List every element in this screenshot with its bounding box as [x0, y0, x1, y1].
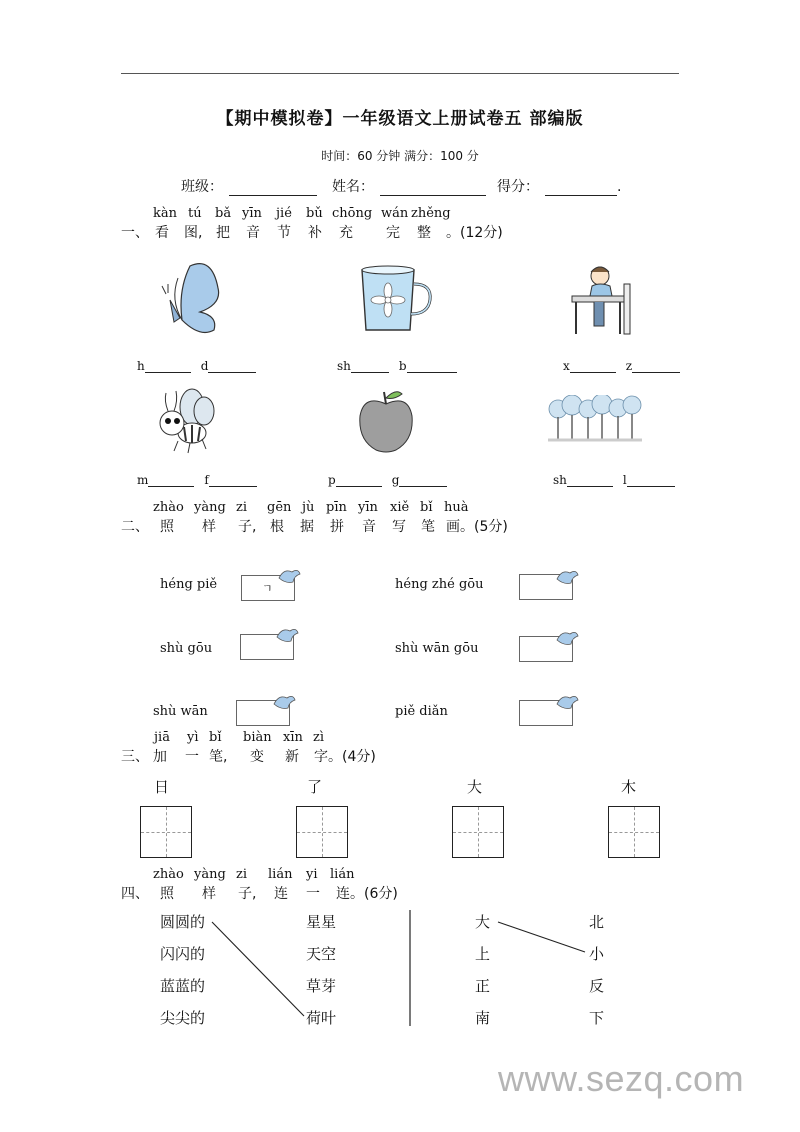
pinyin: zì [313, 730, 325, 745]
heading-char: 新 [285, 749, 299, 765]
initial-hint: d [200, 359, 209, 373]
given-character: 大 [467, 778, 483, 796]
initial-hint: b [398, 359, 407, 373]
stroke-example: ㄱ [262, 582, 273, 595]
writing-grid[interactable] [140, 806, 192, 858]
score-note: 。(5分) [460, 519, 508, 535]
answer-blank[interactable] [407, 360, 457, 373]
name-label: 姓名： [332, 179, 374, 195]
pinyin: jù [302, 500, 315, 515]
pinyin: bǐ [420, 500, 433, 515]
match-left-item[interactable]: 圆圆的 [160, 913, 206, 931]
initial-hint: g [391, 473, 400, 487]
pinyin: chōng [332, 206, 373, 221]
pinyin: pīn [326, 500, 347, 515]
exam-time-score: 时间：60 分钟 满分：100 分 [321, 149, 479, 163]
writing-grid[interactable] [296, 806, 348, 858]
stroke-name: shù gōu [160, 641, 213, 656]
heading-char: 照 [160, 886, 174, 902]
score-note: 。(4分) [328, 749, 376, 765]
initial-hint: z [625, 359, 633, 373]
section-number: 一、 [121, 225, 149, 241]
heading-char: 画 [446, 519, 460, 535]
heading-char: 笔 [421, 519, 435, 535]
given-character: 日 [154, 778, 170, 796]
heading-char: 字 [314, 749, 328, 765]
initial-hint: p [328, 473, 336, 487]
pinyin: zhěng [411, 206, 451, 221]
bird-icon [554, 692, 580, 712]
pinyin: tú [188, 206, 202, 221]
pinyin: jiā [154, 730, 170, 745]
heading-char: 变 [250, 749, 264, 765]
pinyin: xīn [283, 730, 303, 745]
bird-icon [274, 625, 300, 645]
heading-char: 图, [184, 225, 203, 241]
pinyin: bǐ [209, 730, 222, 745]
answer-blank[interactable] [632, 360, 680, 373]
initial-hint: x [563, 359, 570, 373]
score-note: 。(6分) [350, 886, 398, 902]
stroke-name: héng zhé gōu [395, 577, 484, 592]
match-mid-item[interactable]: 星星 [306, 913, 337, 931]
answer-blank[interactable] [209, 474, 257, 487]
heading-char: 样 [202, 519, 216, 535]
heading-char: 一 [306, 886, 320, 902]
heading-char: 照 [160, 519, 174, 535]
name-blank[interactable] [380, 181, 486, 196]
heading-char: 补 [308, 225, 322, 241]
initial-hint: f [204, 473, 209, 487]
heading-char: 音 [246, 225, 260, 241]
pinyin: xiě [390, 500, 410, 515]
pinyin: wán [381, 206, 409, 221]
match-opposite-item[interactable]: 北 [589, 913, 605, 931]
class-field [181, 176, 317, 196]
writing-grid[interactable] [608, 806, 660, 858]
pinyin: lián [330, 867, 355, 882]
watermark: www.sezq.com [498, 1058, 745, 1099]
pinyin: huà [444, 500, 469, 515]
bird-icon [554, 628, 580, 648]
score-blank[interactable] [545, 181, 617, 196]
answer-blank[interactable] [351, 360, 389, 373]
given-character: 了 [307, 778, 323, 796]
initial-hint: sh [337, 359, 351, 373]
heading-char: 看 [155, 225, 169, 241]
match-word-item[interactable]: 大 [475, 913, 491, 931]
name-field [332, 176, 486, 196]
heading-char: 写 [392, 519, 406, 535]
pinyin: zi [236, 867, 248, 882]
pinyin: yì [187, 730, 199, 745]
answer-blank[interactable] [145, 360, 191, 373]
stroke-name: shù wān gōu [395, 641, 479, 656]
match-left-item[interactable]: 尖尖的 [160, 1009, 206, 1027]
section-number: 四、 [121, 886, 149, 902]
heading-char: 加 [153, 749, 167, 765]
butterfly-picture [160, 260, 230, 335]
answer-row [563, 359, 680, 373]
stroke-name: shù wān [153, 704, 208, 719]
forest-picture [548, 395, 642, 445]
heading-char: 子, [238, 519, 257, 535]
match-opposite-item[interactable]: 小 [589, 945, 605, 963]
pinyin: yàng [194, 500, 226, 515]
pinyin: bǎ [215, 206, 232, 221]
example-line [498, 922, 585, 952]
answer-row [137, 359, 256, 373]
answer-blank[interactable] [336, 474, 382, 487]
pinyin: zi [236, 500, 248, 515]
heading-char: 样 [202, 886, 216, 902]
match-left-item[interactable]: 蓝蓝的 [160, 977, 206, 995]
pinyin: biàn [243, 730, 272, 745]
pinyin: yīn [358, 500, 378, 515]
score-field [497, 176, 621, 196]
match-word-item[interactable]: 上 [475, 945, 491, 963]
heading-char: 节 [277, 225, 291, 241]
bird-icon [276, 566, 302, 586]
match-word-item[interactable]: 正 [475, 977, 491, 995]
initial-hint: l [622, 473, 627, 487]
answer-blank[interactable] [148, 474, 194, 487]
bee-picture [150, 385, 220, 457]
answer-blank[interactable] [627, 474, 675, 487]
match-word-item[interactable]: 南 [475, 1009, 491, 1027]
heading-char: 拼 [330, 519, 344, 535]
answer-blank[interactable] [399, 474, 447, 487]
answer-row [337, 359, 457, 373]
heading-char: 把 [216, 225, 230, 241]
heading-char: 据 [300, 519, 314, 535]
pinyin: zhào [153, 500, 184, 515]
given-character: 木 [621, 778, 637, 796]
bird-icon [554, 567, 580, 587]
heading-char: 完 [386, 225, 400, 241]
answer-blank[interactable] [570, 360, 616, 373]
section-number: 二、 [121, 519, 149, 535]
score-note: 。(12分) [446, 225, 503, 241]
score-label: 得分： [497, 179, 539, 195]
pinyin: gēn [267, 500, 292, 515]
pinyin: yàng [194, 867, 226, 882]
heading-char: 连 [274, 886, 288, 902]
initial-hint: m [137, 473, 149, 487]
stroke-name: héng piě [160, 577, 218, 592]
pinyin: bǔ [306, 206, 323, 221]
class-label: 班级： [181, 179, 223, 195]
stroke-name: piě diǎn [395, 704, 448, 719]
initial-hint: sh [553, 473, 567, 487]
end-dot: . [617, 179, 622, 195]
section-number: 三、 [121, 749, 149, 765]
heading-char: 笔, [209, 749, 228, 765]
heading-char: 连 [336, 886, 350, 902]
pinyin: jié [276, 206, 292, 221]
pinyin: yīn [242, 206, 262, 221]
match-mid-item[interactable]: 荷叶 [306, 1009, 337, 1027]
answer-row [553, 473, 675, 487]
pinyin: zhào [153, 867, 184, 882]
match-opposite-item[interactable]: 下 [589, 1009, 605, 1027]
match-opposite-item[interactable]: 反 [589, 977, 605, 995]
match-left-item[interactable]: 闪闪的 [160, 945, 206, 963]
student-at-desk-picture [566, 262, 636, 337]
pinyin: kàn [153, 206, 178, 221]
answer-row [137, 473, 257, 487]
answer-blank[interactable] [208, 360, 256, 373]
heading-char: 整 [417, 225, 431, 241]
top-rule [121, 73, 679, 74]
pinyin: yi [306, 867, 318, 882]
answer-blank[interactable] [567, 474, 613, 487]
class-blank[interactable] [229, 181, 317, 196]
pinyin: lián [268, 867, 293, 882]
initial-hint: h [137, 359, 145, 373]
heading-char: 充 [339, 225, 353, 241]
page-title: 【期中模拟卷】一年级语文上册试卷五 部编版 [216, 109, 584, 129]
heading-char: 子, [238, 886, 257, 902]
heading-char: 音 [362, 519, 376, 535]
cup-picture [356, 262, 436, 334]
match-mid-item[interactable]: 天空 [306, 945, 337, 963]
writing-grid[interactable] [452, 806, 504, 858]
bird-icon [271, 692, 297, 712]
example-line [212, 922, 304, 1016]
heading-char: 一 [185, 749, 199, 765]
match-mid-item[interactable]: 草芽 [306, 977, 337, 995]
heading-char: 根 [270, 519, 284, 535]
apple-picture [356, 388, 416, 454]
answer-row [328, 473, 447, 487]
